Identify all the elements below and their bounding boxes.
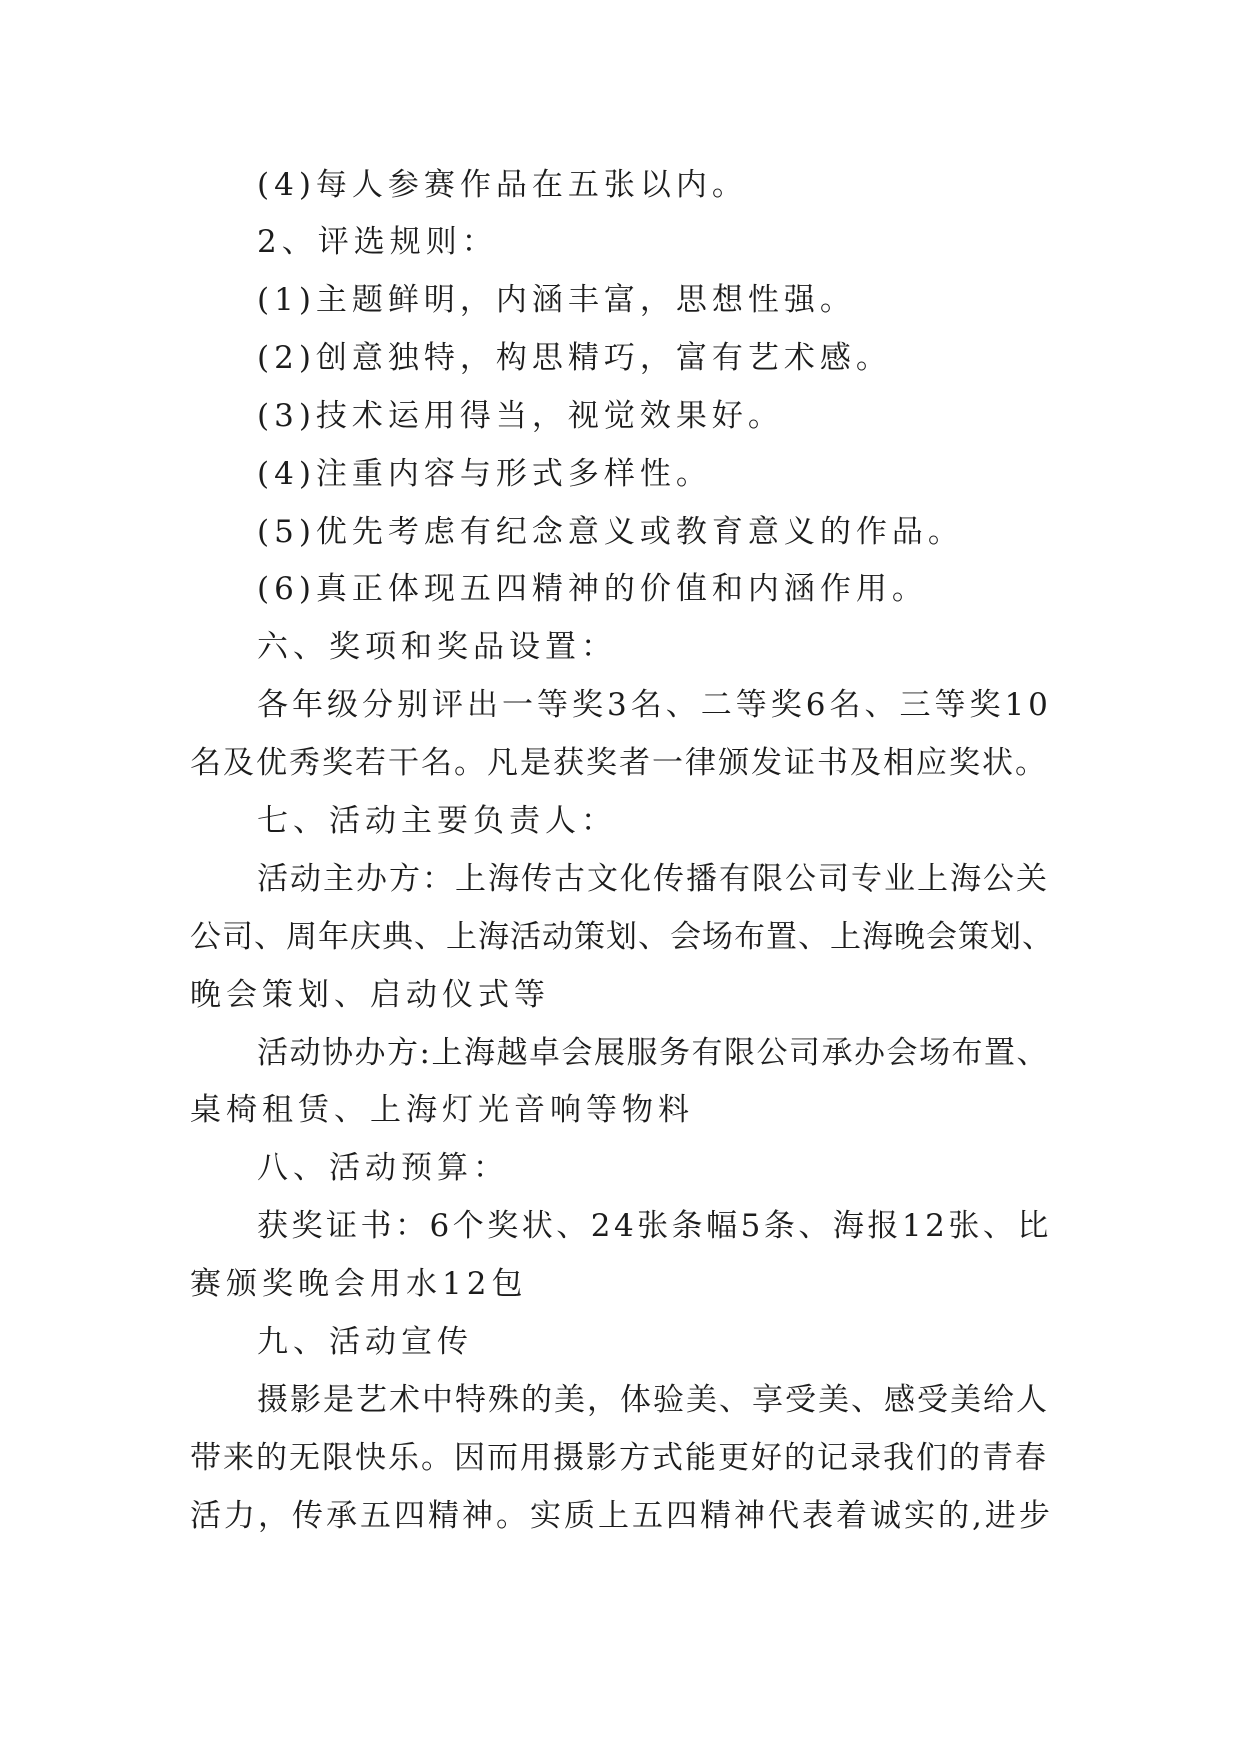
text-line: (2)创意独特，构思精巧，富有艺术感。 [257,340,892,376]
text-line: (4)每人参赛作品在五张以内。 [257,167,748,203]
paragraph-line: 活力，传承五四精神。实质上五四精神代表着诚实的,进步 [190,1498,1053,1534]
section-heading: 九、活动宣传 [257,1324,473,1360]
section-heading: 2、评选规则： [257,224,498,260]
paragraph-line: 活动协办方:上海越卓会展服务有限公司承办会场布置、 [257,1035,1049,1071]
paragraph-line: 晚会策划、启动仪式等 [190,977,550,1013]
paragraph-line: 各年级分别评出一等奖3名、二等奖6名、三等奖10 [257,687,1052,723]
paragraph-line: 活动主办方：上海传古文化传播有限公司专业上海公关 [257,861,1049,897]
paragraph-line: 带来的无限快乐。因而用摄影方式能更好的记录我们的青春 [190,1440,1048,1476]
paragraph-line: 获奖证书：6个奖状、24张条幅5条、海报12张、比 [257,1208,1052,1244]
text-line: (1)主题鲜明，内涵丰富，思想性强。 [257,282,856,318]
paragraph-line: 桌椅租赁、上海灯光音响等物料 [190,1092,694,1128]
text-line: (6)真正体现五四精神的价值和内涵作用。 [257,571,928,607]
text-line: (3)技术运用得当，视觉效果好。 [257,398,784,434]
paragraph-line: 赛颁奖晚会用水12包 [190,1266,528,1302]
section-heading: 八、活动预算： [257,1150,509,1186]
section-heading: 六、奖项和奖品设置： [257,629,617,665]
paragraph-line: 名及优秀奖若干名。凡是获奖者一律颁发证书及相应奖状。 [190,745,1048,781]
paragraph-line: 摄影是艺术中特殊的美，体验美、享受美、感受美给人 [257,1382,1049,1418]
text-line: (4)注重内容与形式多样性。 [257,456,712,492]
text-line: (5)优先考虑有纪念意义或教育意义的作品。 [257,514,964,550]
section-heading: 七、活动主要负责人： [257,803,617,839]
paragraph-line: 公司、周年庆典、上海活动策划、会场布置、上海晚会策划、 [190,919,1054,955]
